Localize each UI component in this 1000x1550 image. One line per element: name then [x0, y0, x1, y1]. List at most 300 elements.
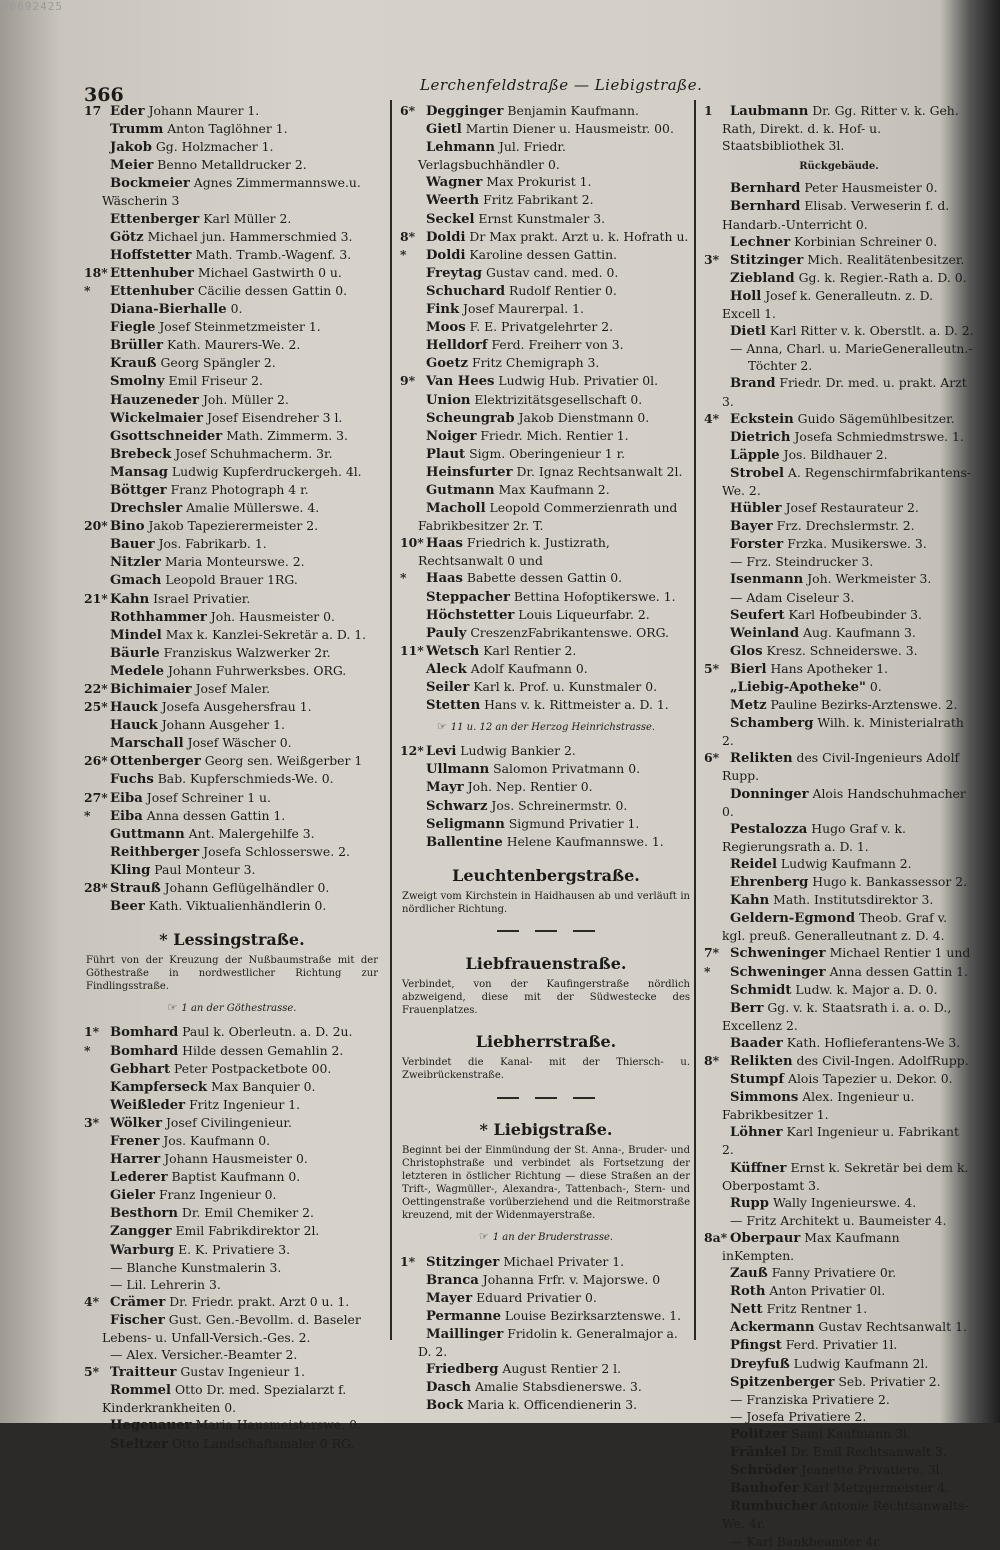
resident-name: Bäurle	[110, 645, 160, 661]
directory-entry	[704, 981, 974, 999]
resident-name: Nett	[730, 1302, 763, 1318]
directory-entry	[704, 464, 974, 499]
resident-name: Dreyfuß	[730, 1356, 790, 1372]
resident-details: Sigm. Oberingenieur 1 r.	[465, 445, 626, 461]
directory-entry	[84, 1060, 380, 1078]
resident-name: Marschall	[110, 736, 184, 752]
resident-details: Karl Ritter v. k. Oberstlt. a. D. 2.	[765, 323, 974, 339]
resident-details: Josef k. Generalleutn. z. D. Excell 1.	[722, 287, 934, 322]
house-number: *	[704, 963, 711, 979]
resident-name: Böttger	[110, 482, 167, 498]
resident-name: Frener	[110, 1133, 160, 1149]
pointing-hand-icon: ☞	[167, 1001, 178, 1015]
resident-details: Dr. Friedr. prakt. Arzt 0 u. 1.	[165, 1293, 350, 1309]
resident-name: Ackermann	[730, 1320, 815, 1336]
resident-details: Josef Civilingenieur.	[162, 1114, 292, 1130]
directory-subentry: — Blanche Kunstmalerin 3.	[110, 1259, 282, 1275]
resident-details: Kath. Hoflieferantens-We 3.	[782, 1034, 961, 1050]
directory-entry	[704, 1282, 974, 1300]
resident-details: Gg. k. Regier.-Rath a. D. 0.	[794, 269, 967, 285]
resident-name: Reidel	[730, 856, 777, 872]
resident-name: Meier	[110, 158, 154, 174]
directory-entry	[84, 752, 380, 770]
resident-name: Schmidt	[730, 982, 792, 998]
resident-details: Michael Rentier 1 und	[825, 945, 971, 961]
directory-entry	[704, 820, 974, 855]
directory-entry	[704, 696, 974, 714]
resident-name: Wölker	[110, 1115, 163, 1131]
house-number: 3*	[84, 1114, 100, 1130]
directory-entry	[400, 569, 692, 587]
dash	[497, 930, 519, 932]
directory-entry	[704, 855, 974, 873]
resident-details: Johann Fuhrwerksbes. ORG.	[164, 662, 347, 678]
directory-entry	[704, 197, 974, 232]
directory-entry	[84, 1293, 380, 1311]
resident-name: Holl	[730, 288, 762, 304]
directory-entry	[84, 282, 380, 300]
resident-details: Fridolin k. Generalmajor a. D. 2.	[418, 1325, 678, 1359]
directory-entry	[400, 1289, 692, 1307]
directory-entry	[84, 1186, 380, 1204]
resident-details: Ludw. k. Major a. D. 0.	[791, 981, 938, 997]
resident-details: Otto Dr. med. Spezialarzt f. Kinderkrankheiten 0.	[102, 1382, 347, 1416]
resident-details: Ludwig Kupferdruckergeh. 4l.	[167, 463, 362, 479]
resident-details: Leopold Commerzienrath und Fabrikbesitzer 2r. T.	[418, 500, 678, 534]
house-number: *	[84, 1042, 91, 1058]
house-number: 21*	[84, 590, 108, 606]
directory-entry	[704, 1088, 974, 1123]
directory-entry	[704, 570, 974, 588]
directory-subentry: — Frz. Steindrucker 3.	[730, 554, 874, 570]
resident-name: Kling	[110, 862, 151, 878]
resident-details: Karl k. Prof. u. Kunstmaler 0.	[469, 679, 658, 694]
resident-name: Doldi	[426, 247, 466, 263]
resident-details: Fritz Ingenieur 1.	[185, 1096, 301, 1112]
resident-name: Rommel	[110, 1383, 172, 1399]
house-number: 3*	[704, 251, 720, 267]
directory-entry	[704, 1052, 974, 1070]
resident-details: Joh. Nep. Rentier 0.	[463, 779, 593, 795]
resident-details: Jakob Tapezierermeister 2.	[144, 518, 319, 534]
resident-name: Brand	[730, 376, 776, 392]
directory-entry	[400, 282, 692, 300]
house-number: 11*	[400, 642, 424, 658]
resident-details: Josef Eisendreher 3 l.	[203, 409, 343, 425]
directory-entry	[84, 770, 380, 788]
resident-details: Dr. Ignaz Rechtsanwalt 2l.	[512, 463, 683, 479]
resident-name: Goetz	[426, 356, 469, 372]
resident-name: Baader	[730, 1035, 783, 1051]
resident-details: Martin Diener u. Hausmeistr. 00.	[461, 121, 674, 137]
resident-name: Freytag	[426, 265, 482, 281]
house-number: 9*	[400, 373, 416, 389]
resident-name: Stitzinger	[426, 1254, 500, 1270]
directory-entry	[84, 354, 380, 372]
resident-details: Johann Geflügelhändler 0.	[160, 880, 330, 896]
directory-entry	[704, 678, 974, 696]
directory-entry	[400, 1325, 692, 1360]
resident-name: Traitteur	[110, 1365, 177, 1381]
resident-details: 0.	[226, 301, 243, 317]
resident-name: Weerth	[426, 193, 480, 209]
resident-name: Roth	[730, 1284, 766, 1300]
resident-name: Geldern-Egmond	[730, 911, 856, 927]
house-number: 20*	[84, 518, 108, 534]
resident-details: Emil Fabrikdirektor 2l.	[171, 1223, 320, 1239]
directory-entry	[84, 608, 380, 626]
directory-entry	[704, 873, 974, 891]
house-number: 4*	[704, 410, 720, 426]
corner-note	[400, 718, 692, 736]
directory-entry	[704, 179, 974, 197]
house-number: 6*	[704, 750, 720, 766]
directory-entry	[704, 1336, 974, 1354]
resident-name: Crämer	[110, 1294, 166, 1310]
resident-name: Heinsfurter	[426, 464, 513, 480]
resident-name: Harrer	[110, 1152, 161, 1168]
house-number: 1	[704, 103, 713, 118]
resident-name: Relikten	[730, 751, 793, 767]
street-heading: * Liebigstraße.	[479, 1120, 613, 1140]
house-number: 17	[84, 103, 102, 118]
directory-entry	[704, 1264, 974, 1282]
resident-details: Salomon Privatmann 0.	[489, 761, 641, 777]
directory-entry	[400, 120, 692, 138]
house-number: 5*	[84, 1364, 100, 1380]
resident-name: Ullmann	[426, 762, 490, 778]
resident-details: Karl Metzgermeister 4.	[798, 1480, 950, 1496]
house-number: 12*	[400, 743, 424, 759]
resident-name: Weinland	[730, 625, 800, 641]
resident-details: Josef Schreiner 1 u.	[142, 789, 271, 805]
directory-entry	[84, 391, 380, 409]
street-heading: * Lessingstraße.	[159, 930, 305, 950]
directory-entry	[84, 861, 380, 879]
resident-details: Dr. Emil Rechtsanwalt 3.	[786, 1444, 947, 1460]
resident-name: Eiba	[110, 808, 143, 824]
dash	[535, 930, 557, 932]
resident-details: Paul k. Oberleutn. a. D. 2u.	[178, 1024, 353, 1040]
directory-entry	[400, 173, 692, 191]
directory-entry	[400, 246, 692, 264]
resident-name: Ballentine	[426, 834, 503, 850]
resident-name: Pauly	[426, 625, 467, 641]
directory-entry	[84, 427, 380, 445]
resident-name: Ehrenberg	[730, 875, 809, 891]
house-number: *	[400, 246, 407, 262]
directory-entry	[704, 714, 974, 749]
resident-name: Zauß	[730, 1266, 768, 1282]
directory-entry	[84, 1150, 380, 1168]
resident-name: Bomhard	[110, 1043, 179, 1059]
directory-entry	[400, 499, 692, 534]
resident-details: des Civil-Ingen. AdolfRupp.	[792, 1052, 969, 1068]
directory-entry	[400, 760, 692, 778]
directory-entry	[84, 1241, 380, 1259]
resident-details: Michael Gastwirth 0 u.	[193, 264, 342, 280]
resident-name: Ettenberger	[110, 211, 200, 227]
resident-details: Anna dessen Gattin 1.	[142, 807, 286, 823]
resident-details: Gg. Holzmacher 1.	[151, 139, 274, 155]
resident-details: 0.	[865, 679, 882, 694]
resident-details: Ludwig Hub. Privatier 0l.	[494, 373, 659, 389]
resident-name: Fink	[426, 302, 460, 318]
resident-name: Schamberg	[730, 716, 814, 732]
resident-name: Helldorf	[426, 338, 488, 354]
directory-entry	[84, 1042, 380, 1060]
street-description: Verbindet, von der Kaufingerstraße nördlich abzweigend, diese mit der Südwestecke des Frauenplatzes.	[402, 979, 690, 1017]
directory-entry	[84, 716, 380, 734]
directory-entry	[84, 1132, 380, 1150]
dash	[497, 1097, 519, 1099]
resident-details: Ludwig Bankier 2.	[456, 743, 576, 759]
resident-name: Smolny	[110, 374, 165, 390]
directory-entry	[704, 517, 974, 535]
house-number: 4*	[84, 1293, 100, 1309]
house-number: 7*	[704, 945, 720, 961]
resident-details: Seb. Privatier 2.	[834, 1373, 941, 1389]
resident-name: Donninger	[730, 786, 809, 802]
directory-entry	[400, 138, 692, 173]
resident-details: Peter Postpacketbote 00.	[170, 1060, 332, 1076]
resident-details: Max Banquier 0.	[207, 1078, 316, 1094]
directory-subentry: — Adam Ciseleur 3.	[730, 589, 855, 605]
resident-name: Diana-Bierhalle	[110, 302, 227, 318]
resident-details: Fritz Chemigraph 3.	[468, 355, 600, 371]
resident-name: Strauß	[110, 881, 161, 897]
dash	[535, 1097, 557, 1099]
resident-name: Ettenhuber	[110, 283, 194, 299]
resident-details: Amalie Müllerswe. 4.	[182, 500, 320, 516]
resident-details: Josef Maler.	[191, 681, 271, 696]
house-number: 5*	[704, 660, 720, 676]
resident-name: Ottenberger	[110, 754, 201, 770]
resident-name: Gebhart	[110, 1061, 171, 1077]
resident-details: Jul. Friedr. Verlagsbuchhändler 0.	[418, 139, 566, 173]
directory-entry	[704, 624, 974, 642]
resident-name: Kahn	[110, 591, 150, 607]
resident-details: Helene Kaufmannswe. 1.	[502, 833, 664, 849]
resident-name: Wagner	[426, 175, 483, 191]
resident-name: Strobel	[730, 465, 784, 481]
corner-note	[400, 1228, 692, 1246]
resident-details: Hilde dessen Gemahlin 2.	[178, 1042, 344, 1058]
directory-entry	[704, 1461, 974, 1479]
resident-details: Joh. Müller 2.	[199, 391, 289, 407]
resident-name: Schuchard	[426, 283, 506, 299]
resident-name: Degginger	[426, 104, 504, 119]
resident-name: Forster	[730, 537, 784, 553]
resident-name: Löhner	[730, 1125, 783, 1141]
resident-name: Hübler	[730, 501, 782, 517]
resident-name: Steppacher	[426, 589, 510, 605]
resident-name: Politzer	[730, 1426, 788, 1442]
directory-entry	[704, 963, 974, 981]
directory-entry	[400, 797, 692, 815]
resident-name: Bock	[426, 1398, 464, 1414]
resident-name: Hauzeneder	[110, 392, 200, 408]
directory-entry	[704, 642, 974, 660]
resident-details: Johann Hausmeister 0.	[160, 1151, 308, 1167]
resident-name: Permanne	[426, 1308, 501, 1324]
directory-entry	[84, 1078, 380, 1096]
resident-name: Wetsch	[426, 643, 480, 659]
directory-entry	[84, 1416, 380, 1434]
resident-name: Schröder	[730, 1463, 798, 1479]
directory-entry	[84, 553, 380, 571]
resident-name: Friedberg	[426, 1362, 499, 1378]
resident-details: Mich. Realitätenbesitzer.	[803, 251, 965, 267]
resident-details: Gust. Gen.-Bevollm. d. Baseler Lebens- u. Unfall-Versich.-Ges. 2.	[102, 1311, 361, 1345]
resident-details: Korbinian Schreiner 0.	[790, 233, 938, 249]
resident-details: Georg sen. Weißgerber 1	[200, 753, 363, 769]
dash	[573, 1097, 595, 1099]
directory-entry	[84, 1096, 380, 1114]
directory-entry	[400, 1378, 692, 1396]
directory-entry	[704, 102, 974, 154]
resident-name: Doldi	[426, 229, 466, 245]
resident-name: Gmach	[110, 573, 162, 589]
resident-details: Karl Ingenieur u. Fabrikant 2.	[722, 1124, 959, 1158]
resident-name: Relikten	[730, 1053, 793, 1069]
resident-name: Weißleder	[110, 1097, 186, 1113]
column-rule-left	[390, 100, 392, 1340]
directory-entry	[400, 300, 692, 318]
resident-details: Hugo Graf v. k. Regierungsrath a. D. 1.	[722, 820, 906, 854]
building-subheading: Rückgebäude.	[799, 161, 879, 173]
resident-name: Brebeck	[110, 446, 172, 462]
pointing-hand-icon: ☞	[478, 1230, 489, 1244]
dash	[573, 930, 595, 932]
resident-name: Aleck	[426, 661, 467, 677]
resident-details: Benjamin Kaufmann.	[503, 103, 639, 118]
resident-name: Seiler	[426, 680, 470, 695]
resident-name: Hauck	[110, 700, 158, 716]
directory-entry	[400, 102, 692, 120]
directory-entry	[704, 606, 974, 624]
directory-entry	[400, 391, 692, 409]
resident-details: Franziskus Walzwerker 2r.	[159, 644, 331, 660]
resident-name: Berr	[730, 1000, 764, 1016]
resident-name: Mansag	[110, 464, 168, 480]
resident-name: Rupp	[730, 1195, 769, 1211]
directory-entry	[84, 590, 380, 608]
directory-entry	[704, 1070, 974, 1088]
directory-entry	[84, 571, 380, 589]
resident-details: Alois Tapezier u. Dekor. 0.	[784, 1071, 953, 1087]
street-description: Zweigt vom Kirchstein in Haidhausen ab und verläuft in nördlicher Richtung.	[402, 890, 690, 915]
directory-entry	[400, 678, 692, 696]
separator-dashes	[400, 922, 692, 939]
directory-entry	[400, 427, 692, 445]
resident-name: Pestalozza	[730, 821, 808, 837]
house-number: 18*	[84, 264, 108, 280]
directory-entry	[400, 463, 692, 481]
directory-entry	[704, 322, 974, 340]
resident-name: Bauhofer	[730, 1481, 799, 1497]
resident-details: Antonie Rechtsanwalts-We. 4r.	[722, 1498, 969, 1532]
resident-name: Küffner	[730, 1160, 787, 1176]
resident-details: Karl Rentier 2.	[479, 642, 577, 658]
resident-name: Fiegle	[110, 320, 156, 336]
resident-name: Götz	[110, 229, 144, 245]
directory-subentry: — Josefa Privatiere 2.	[730, 1408, 867, 1424]
resident-details: Ferd. Privatier 1l.	[781, 1337, 898, 1353]
resident-details: des Civil-Ingenieurs Adolf Rupp.	[722, 750, 960, 784]
resident-details: Elisab. Verweserin f. d. Handarb.-Unterricht 0.	[722, 198, 950, 232]
resident-name: Nitzler	[110, 555, 161, 571]
resident-details: Jos. Kaufmann 0.	[159, 1132, 271, 1148]
directory-entry	[704, 374, 974, 409]
resident-name: Kahn	[730, 893, 770, 909]
house-number: 22*	[84, 681, 108, 696]
resident-name: „Liebig-Apotheke"	[730, 680, 866, 695]
resident-name: Jakob	[110, 140, 152, 156]
resident-details: Joh. Werkmeister 3.	[803, 571, 932, 587]
resident-name: Dasch	[426, 1380, 472, 1396]
resident-details: Frzka. Musikerswe. 3.	[783, 536, 927, 552]
directory-entry	[704, 1229, 974, 1264]
directory-entry	[84, 445, 380, 463]
resident-details: Michael Privater 1.	[499, 1253, 625, 1269]
house-number: *	[400, 570, 407, 586]
directory-entry	[84, 734, 380, 752]
resident-details: Maria Monteurswe. 2.	[161, 554, 305, 570]
corner-note	[84, 999, 380, 1017]
directory-entry	[704, 891, 974, 909]
resident-name: Schweninger	[730, 964, 826, 980]
directory-entry	[400, 588, 692, 606]
directory-entry	[704, 499, 974, 517]
directory-entry	[704, 1479, 974, 1497]
resident-name: Schwarz	[426, 798, 488, 814]
house-number: 8*	[400, 228, 416, 244]
directory-entry	[400, 191, 692, 209]
resident-details: Hugo k. Bankassessor 2.	[808, 874, 968, 890]
resident-name: Wickelmaier	[110, 410, 204, 426]
resident-name: Trumm	[110, 122, 164, 138]
resident-name: Guttmann	[110, 826, 185, 842]
directory-entry	[400, 606, 692, 624]
resident-name: Branca	[426, 1272, 479, 1288]
directory-entry	[84, 138, 380, 156]
resident-name: Bichimaier	[110, 682, 192, 697]
resident-name: Rothhammer	[110, 609, 207, 625]
house-number: 8a*	[704, 1229, 728, 1245]
resident-details: Friedr. Mich. Rentier 1.	[476, 427, 629, 443]
resident-name: Stitzinger	[730, 252, 804, 268]
directory-entry	[84, 372, 380, 390]
resident-details: Emil Friseur 2.	[164, 373, 263, 389]
resident-name: Seligmann	[426, 816, 505, 832]
resident-details: Friedrich k. Justizrath, Rechtsanwalt 0 und	[418, 535, 610, 569]
resident-details: Josefa Schmiedmstrswe. 1.	[790, 428, 964, 444]
resident-name: Zangger	[110, 1224, 172, 1240]
house-number: 6*	[400, 103, 416, 118]
directory-entry	[84, 644, 380, 662]
resident-name: Seufert	[730, 607, 785, 623]
directory-entry	[400, 815, 692, 833]
resident-details: Amalie Stabsdienerswe. 3.	[471, 1379, 642, 1395]
resident-name: Metz	[730, 698, 767, 714]
resident-details: Hans v. k. Rittmeister a. D. 1.	[480, 697, 669, 713]
house-number: 1*	[84, 1024, 100, 1040]
separator-dashes	[400, 1088, 692, 1105]
resident-details: Math. Tramb.-Wagenf. 3.	[191, 246, 352, 262]
resident-details: Ludwig Kaufmann 2l.	[789, 1355, 929, 1371]
directory-subentry: — Karl Bankbeamter 4r.	[730, 1533, 882, 1549]
